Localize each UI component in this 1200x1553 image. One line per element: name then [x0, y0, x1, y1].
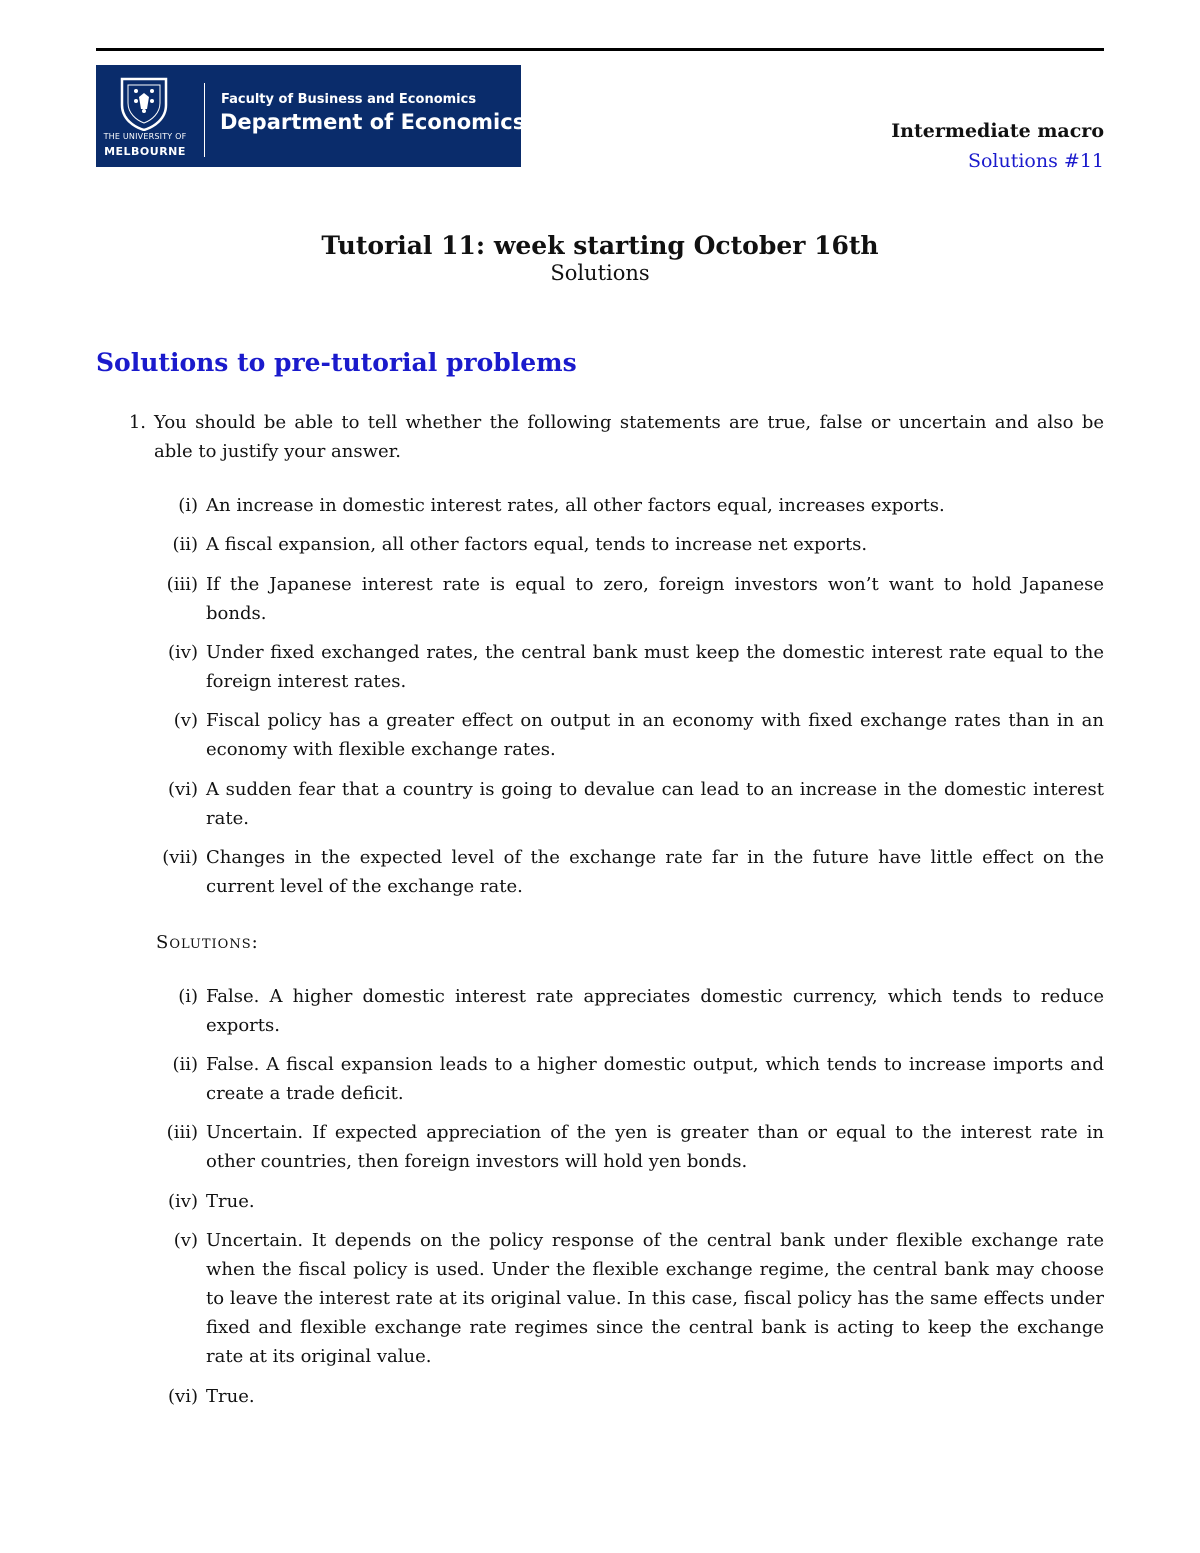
section-heading: Solutions to pre-tutorial problems: [96, 348, 577, 377]
statement-label: (vi): [168, 779, 198, 800]
statement-text: Fiscal policy has a greater effect on output in an economy with fixed exchange rates than in an economy with flexible exchange rates.: [206, 710, 1104, 760]
document-title: Tutorial 11: week starting October 16th: [321, 231, 879, 260]
solution-label: (iv): [168, 1191, 198, 1212]
university-logo: [96, 65, 526, 167]
solution-text: Uncertain. It depends on the policy response of the central bank under flexible exchange rate when the fiscal policy is used. Under the flexible exchange regime, the central bank may choose to leave the interest rate at its original value. In this case, fiscal policy has the same effects under fixed and flexible exchange rate regimes since the central bank is acting to keep the exchange rate at its original value.: [206, 1230, 1104, 1367]
statement-label: (ii): [172, 534, 198, 555]
solution-text: True.: [206, 1386, 255, 1407]
solution-item: [96, 1118, 1104, 1176]
solution-text: False. A higher domestic interest rate appreciates domestic currency, which tends to reduce exports.: [206, 986, 1104, 1036]
statement-label: (iii): [166, 574, 198, 595]
logo-divider: [204, 83, 205, 157]
solution-label: (iii): [166, 1122, 198, 1143]
solution-item: [96, 1226, 1104, 1371]
faculty-name: Faculty of Business and Economics: [221, 92, 477, 107]
solution-item: [96, 1382, 1104, 1411]
solution-item: [96, 982, 1104, 1040]
statement-text: If the Japanese interest rate is equal to zero, foreign investors won’t want to hold Japanese bonds.: [206, 574, 1104, 624]
solution-text: True.: [206, 1191, 255, 1212]
statement-item: [96, 775, 1104, 833]
solution-item: [96, 1187, 1104, 1216]
solution-item: [96, 1050, 1104, 1108]
solution-label: (ii): [172, 1054, 198, 1075]
statement-text: An increase in domestic interest rates, all other factors equal, increases exports.: [206, 495, 945, 516]
statement-label: (i): [178, 495, 198, 516]
question-1: [96, 408, 1104, 466]
statement-item: [96, 570, 1104, 628]
university-name-line2: MELBOURNE: [104, 145, 186, 158]
statement-text: Changes in the expected level of the exchange rate far in the future have little effect on the current level of the exchange rate.: [206, 847, 1104, 897]
document-subtitle: Solutions: [550, 261, 650, 285]
statement-item: [96, 491, 1104, 520]
header-info: [891, 116, 1104, 176]
solution-label: (i): [178, 986, 198, 1007]
question-text: You should be able to tell whether the following statements are true, false or uncertain and also be able to justify your answer.: [154, 412, 1104, 462]
statement-text: Under fixed exchanged rates, the central bank must keep the domestic interest rate equal to the foreign interest rates.: [206, 642, 1104, 692]
solution-label: (vi): [168, 1386, 198, 1407]
department-name: Department of Economics: [220, 110, 526, 134]
top-rule: [96, 48, 1104, 51]
solution-label: (v): [173, 1230, 198, 1251]
statement-label: (v): [173, 710, 198, 731]
course-name: Intermediate macro: [891, 120, 1104, 142]
statement-item: [96, 843, 1104, 901]
university-crest-icon: [118, 75, 170, 131]
statement-item: [96, 706, 1104, 764]
statement-item: [96, 638, 1104, 696]
statement-label: (iv): [168, 642, 198, 663]
statement-label: (vii): [162, 847, 198, 868]
solution-text: False. A fiscal expansion leads to a higher domestic output, which tends to increase imports and create a trade deficit.: [206, 1054, 1104, 1104]
solutions-label: Solutions:: [156, 932, 259, 953]
solution-text: Uncertain. If expected appreciation of the yen is greater than or equal to the interest rate in other countries, then foreign investors will hold yen bonds.: [206, 1122, 1104, 1172]
question-number: 1.: [128, 412, 146, 433]
solutions-tag: Solutions #11: [967, 150, 1104, 172]
statement-text: A fiscal expansion, all other factors equal, tends to increase net exports.: [206, 534, 868, 555]
statement-item: [96, 530, 1104, 559]
statement-text: A sudden fear that a country is going to devalue can lead to an increase in the domestic interest rate.: [206, 779, 1104, 829]
university-name-line1: THE UNIVERSITY OF: [103, 132, 187, 141]
